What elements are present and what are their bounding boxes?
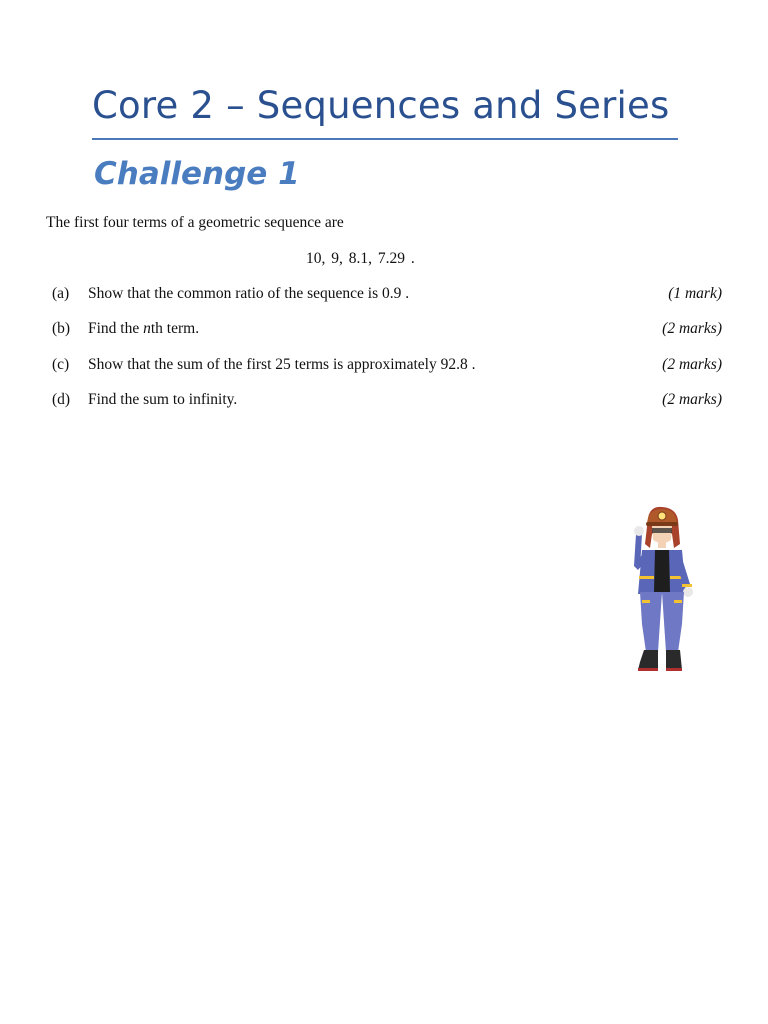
question-text-after: th term. [150, 320, 200, 337]
problem-intro: The first four terms of a geometric sequence are [46, 214, 344, 231]
question-letter: (b) [52, 320, 71, 337]
question-text: Find the sum to infinity. [88, 391, 238, 408]
question-d [52, 391, 722, 413]
question-variable-n: n [143, 320, 151, 337]
question-c [52, 356, 722, 378]
sequence-terms: 10, 9, 8.1, 7.29 . [306, 250, 415, 267]
question-a [52, 285, 722, 307]
challenge-heading: Challenge 1 [94, 156, 300, 192]
page-title: Core 2 – Sequences and Series [92, 84, 670, 127]
question-text [88, 320, 199, 338]
question-text: Show that the common ratio of the sequence is 0.9 . [88, 285, 410, 302]
question-letter: (d) [52, 391, 71, 408]
question-letter: (c) [52, 356, 70, 373]
question-marks: (2 marks) [662, 320, 722, 337]
question-marks: (2 marks) [662, 391, 722, 408]
question-marks: (2 marks) [662, 356, 722, 373]
question-text-before: Find the [88, 320, 144, 337]
question-marks: (1 mark) [668, 285, 722, 302]
miner-trainer-character-icon [612, 504, 712, 684]
question-b [52, 320, 722, 342]
title-underline [92, 138, 678, 140]
question-text: Show that the sum of the first 25 terms is approximately 92.8 . [88, 356, 476, 373]
question-letter: (a) [52, 285, 70, 302]
